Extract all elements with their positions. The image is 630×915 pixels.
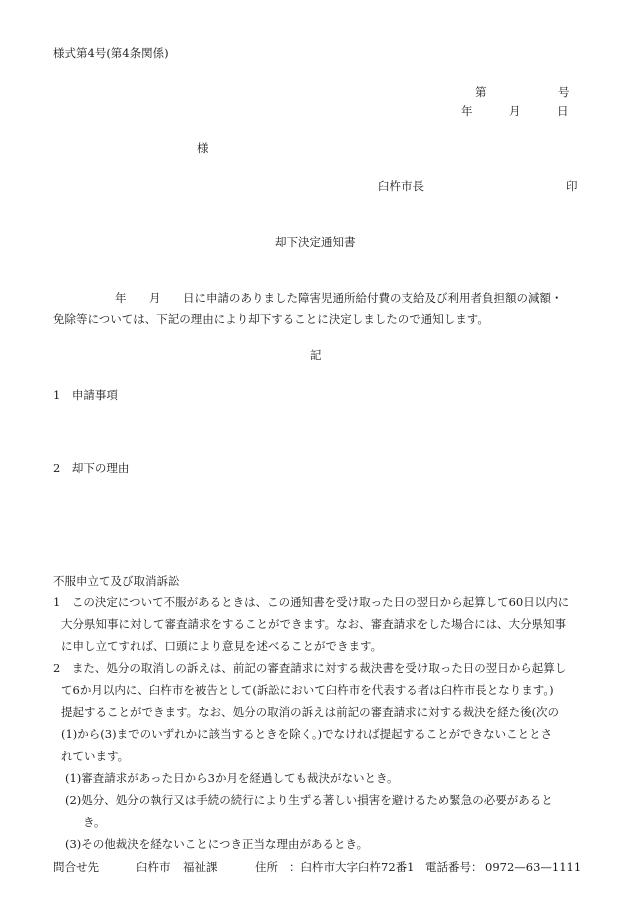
- appeal-line: 大分県知事に対して審査請求をすることができます。なお、審査請求をした場合には、大分県知事: [61, 617, 567, 631]
- appeal-line: 2 また、処分の取消しの訴えは、前記の審査請求に対する裁決書を受け取った日の翌日から起算し: [53, 661, 567, 675]
- appeal-line: て6か月以内に、臼杵市を被告として(訴訟において臼杵市を代表する者は臼杵市長となります。): [61, 683, 554, 697]
- date-month: 月: [509, 104, 521, 118]
- appeal-line: れています。: [61, 749, 130, 763]
- contact-city: 臼杵市: [136, 860, 171, 874]
- appeal-subitem: (2)処分、処分の執行又は手続の続行により生ずる著しい損害を避けるため緊急の必要があると: [65, 793, 553, 807]
- document-number-prefix: 第: [475, 85, 487, 99]
- form-number: 様式第4号(第4条関係): [53, 46, 169, 60]
- body-line-1: 日に申請のありました障害児通所給付費の支給及び利用者負担額の減額・: [183, 291, 563, 305]
- ki-heading: 記: [310, 348, 322, 362]
- contact-phone-label: 電話番号：: [425, 860, 483, 874]
- body-date-year: 年: [115, 291, 127, 305]
- contact-address: ：臼杵市大字臼杵72番1: [289, 860, 415, 874]
- appeal-line: (1)から(3)までのいずれかに該当するときを除く。)でなければ提起することができないこととさ: [61, 727, 553, 741]
- appeal-text: [53, 591, 585, 855]
- contact-label: 問合せ先: [53, 860, 99, 874]
- appeal-subitem-continuation: き。: [83, 815, 106, 829]
- contact-address-label: 住所: [255, 860, 278, 874]
- body-date-month: 月: [149, 291, 161, 305]
- document-number-suffix: 号: [558, 85, 570, 99]
- date-day: 日: [557, 104, 569, 118]
- contact-phone: 0972—63—1111: [485, 860, 582, 874]
- seal-mark: 印: [566, 179, 578, 193]
- appeal-line: に申し立てすれば、口頭により意見を述べることができます。: [61, 639, 383, 653]
- appeal-line: 1 この決定について不服があるときは、この通知書を受け取った日の翌日から起算して60日以内に: [53, 595, 570, 609]
- item-application: 1 申請事項: [53, 388, 118, 402]
- appeal-subitem: (3)その他裁決を経ないことにつき正当な理由があるとき。: [65, 837, 369, 851]
- contact-department: 福祉課: [183, 860, 218, 874]
- sender-title: 臼杵市長: [378, 179, 424, 193]
- appeal-line: 提起することができます。なお、処分の取消の訴えは前記の審査請求に対する裁決を経た後(次の: [61, 705, 560, 719]
- appeal-subitem: (1)審査請求があった日から3か月を経過しても裁決がないとき。: [65, 771, 399, 785]
- item-rejection-reason: 2 却下の理由: [53, 461, 130, 475]
- document-title: 却下決定通知書: [275, 235, 356, 249]
- body-line-2: 免除等については、下記の理由により却下することに決定しましたので通知します。: [53, 312, 489, 326]
- addressee-suffix: 様: [197, 141, 209, 155]
- date-year: 年: [461, 104, 473, 118]
- appeal-heading: 不服申立て及び取消訴訟: [53, 574, 180, 588]
